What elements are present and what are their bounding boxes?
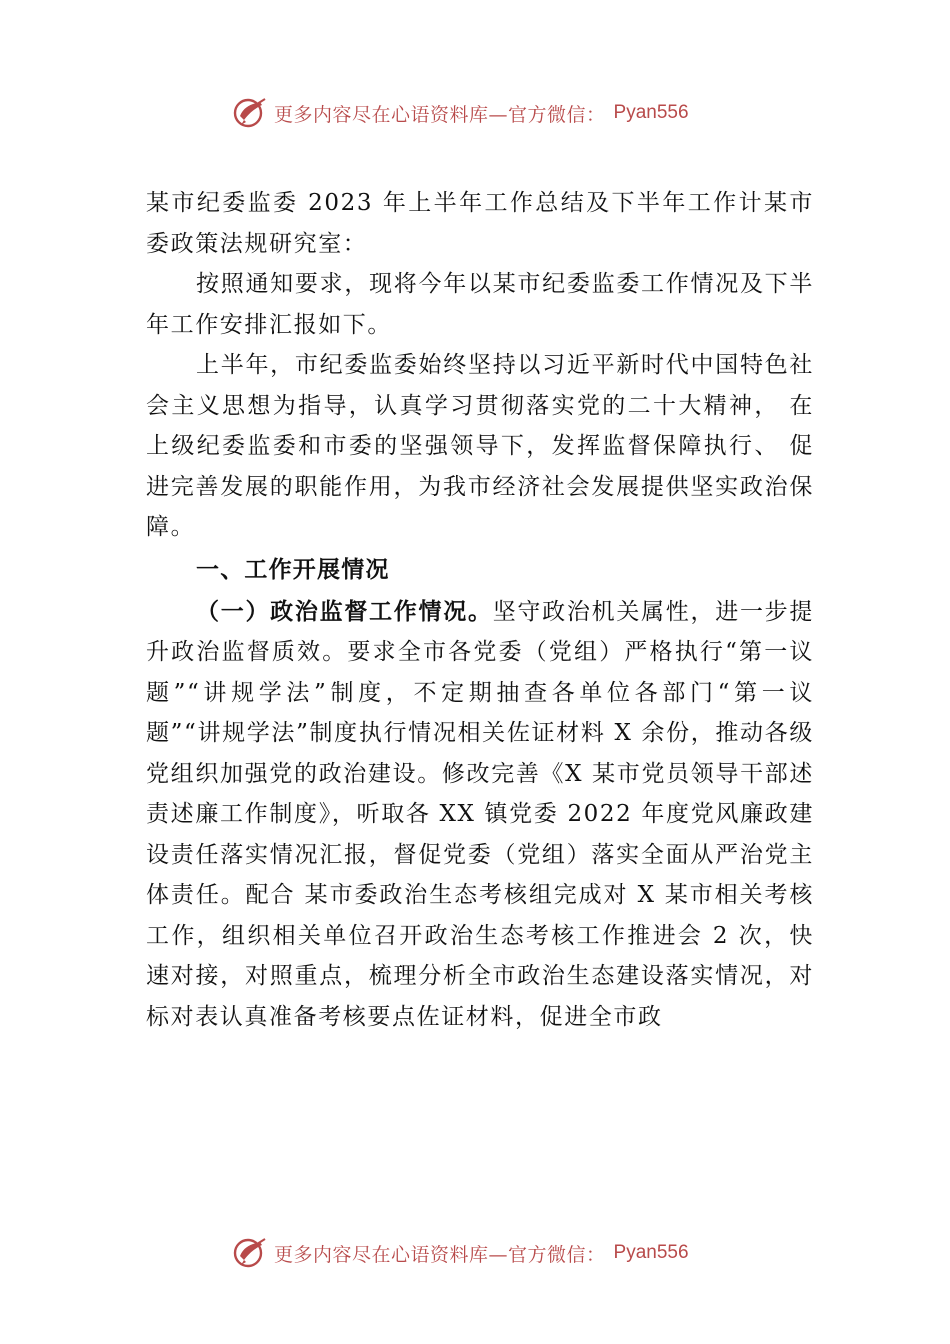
section-heading-work: 一、工作开展情况 (196, 556, 390, 583)
watermark-wechat-id: Pyan556 (613, 102, 689, 123)
summary-paragraph: 上半年，市纪委监委始终坚持以习近平新时代中国特色社会主义思想为指导，认真学习贯彻落实党的二十大精神， 在上级纪委监委和市委的坚强领导下，发挥监督保障执行、 促进完善发展的职能作用，为我市经济社会发展提供坚实政治保障。 (146, 352, 814, 540)
watermark-text: 更多内容尽在心语资料库—官方微信： (274, 1243, 606, 1266)
political-supervision-paragraph (146, 592, 814, 1038)
watermark-header (232, 96, 689, 130)
watermark-footer (232, 1236, 689, 1270)
document-title-line: 某市纪委监委 2023 年上半年工作总结及下半年工作计某市委政策法规研究室： (146, 190, 814, 257)
political-supervision-body: 坚守政治机关属性，进一步提升政治监督质效。要求全市各党委（党组）严格执行“第一议题”“讲规学法”制度，不定期抽查各单位各部门“第一议题”“讲规学法”制度执行情况相关佐证材料 X 余份，推动各级党组织加强党的政治建设。修改完善《X 某市党员领导干部述责述廉工作制度》，听取各 XX 镇党委 2022 年度党风廉政建设责任落实情况汇报，督促党委（党组）落实全面从严治党主体责任。配合 某市委政治生态考核组完成对 X 某市相关考核工作，组织相关单位召开政治生态考核工作推进会 2 次，快速对接，对照重点，梳理分析全市政治生态建设落实情况，对标对表认真准备考核要点佐证材料，促进全市政 (146, 598, 814, 1030)
document-body (146, 183, 814, 1037)
political-supervision-lead: （一）政治监督工作情况。 (196, 598, 493, 625)
watermark-text: 更多内容尽在心语资料库—官方微信： (274, 103, 606, 126)
intro-paragraph: 按照通知要求，现将今年以某市纪委监委工作情况及下半年工作安排汇报如下。 (146, 271, 814, 338)
pen-logo-icon (232, 1236, 268, 1270)
pen-logo-icon (232, 96, 268, 130)
watermark-wechat-id: Pyan556 (613, 1242, 689, 1263)
